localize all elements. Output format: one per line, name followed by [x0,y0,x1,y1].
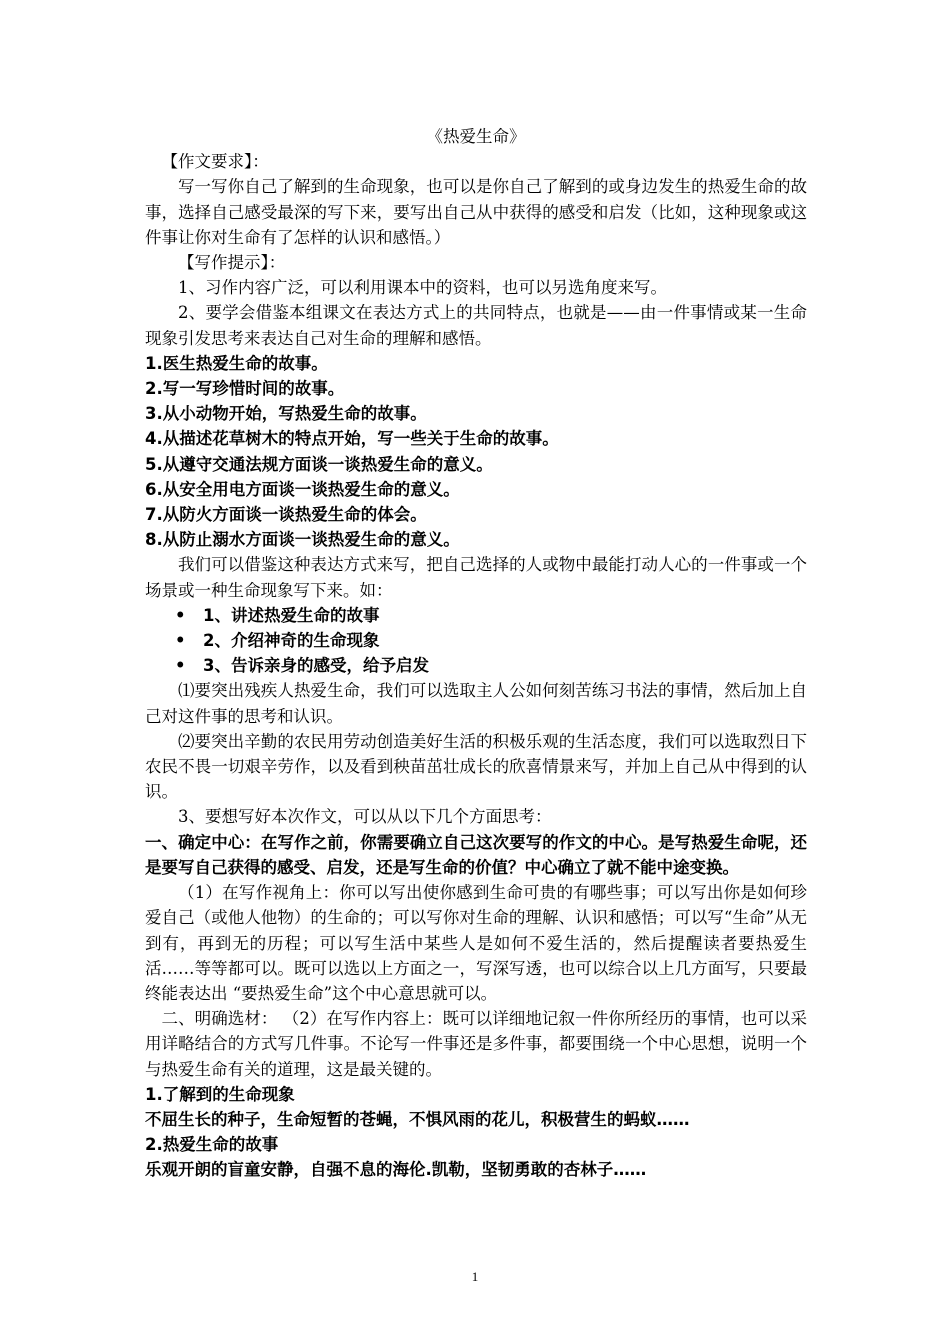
topic-item: 8.从防止溺水方面谈一谈热爱生命的意义。 [145,530,460,550]
tips-heading: 【写作提示】： [178,253,286,273]
bullet-glyph: • [175,631,186,651]
topic-item: 2.写一写珍惜时间的故事。 [145,379,345,399]
example-1: ⑴要突出残疾人热爱生命，我们可以选取主人公如何刻苦练习书法的事情，然后加上自己对这件事的思考和认识。 [145,681,807,726]
example-2: ⑵要突出辛勤的农民用劳动创造美好生活的积极乐观的生活态度，我们可以选取烈日下农民不畏一切艰辛劳作，以及看到秧苗茁壮成长的欣喜情景来写，并加上自己从中得到的认识。 [145,731,807,802]
bullet-item [145,628,807,653]
borrow-paragraph: 我们可以借鉴这种表达方式来写，把自己选择的人或物中最能打动人心的一件事或一个场景或一种生命现象写下来。如： [145,555,807,600]
tip-3: 3、要想写好本次作文，可以从以下几个方面思考： [178,807,552,827]
topic-item: 4.从描述花草树木的特点开始，写一些关于生命的故事。 [145,429,559,449]
page-number: 1 [471,1269,479,1284]
bullet-text: 3、告诉亲身的感受，给予启发 [203,656,429,676]
bullet-glyph: • [175,605,186,625]
tip-2: 2、要学会借鉴本组课文在表达方式上的共同特点，也就是——由一件事情或某一生命现象引发思考来表达自己对生命的理解和感悟。 [145,303,807,348]
topic-item: 6.从安全用电方面谈一谈热爱生命的意义。 [145,479,460,499]
tip-1: 1、习作内容广泛，可以利用课本中的资料，也可以另选角度来写。 [178,278,667,298]
material-2-title: 2.热爱生命的故事 [145,1135,279,1155]
topic-item: 5.从遵守交通法规方面谈一谈热爱生命的意义。 [145,454,493,474]
bullet-text: 2、介绍神奇的生命现象 [203,631,380,651]
section-1-heading: 一、确定中心：在写作之前，你需要确立自己这次要写的作文的中心。是写热爱生命呢，还是要写自己获得的感受、启发，还是写生命的价值？中心确立了就不能中途变换。 [145,832,807,877]
bullet-glyph: • [175,656,186,676]
topic-item: 3.从小动物开始，写热爱生命的故事。 [145,404,427,424]
bullet-item [145,653,807,678]
material-1-text: 不屈生长的种子，生命短暂的苍蝇，不惧风雨的花儿，积极营生的蚂蚁…… [145,1109,690,1129]
material-2-text: 乐观开朗的盲童安静，自强不息的海伦.凯勒，坚韧勇敢的杏林子…… [145,1160,647,1180]
material-1-title: 1.了解到的生命现象 [145,1084,295,1104]
section-1-detail: （1）在写作视角上：你可以写出使你感到生命可贵的有哪些事；可以写出你是如何珍爱自己（或他人他物）的生命的；可以写你对生命的理解、认识和感悟；可以写“生命”从无到有，再到无的历程；可以写生活中某些人是如何不爱生活的，然后提醒读者要热爱生活……等等都可以。既可以选以上方面之一，写深写透，也可以综合以上几方面写，只要最终能表达出 “要热爱生命”这个中心意思就可以。 [145,883,807,1003]
document-body [145,124,807,1183]
topic-item: 7.从防火方面谈一谈热爱生命的体会。 [145,505,427,525]
bullet-item [145,603,807,628]
section-2: 二、明确选材： （2）在写作内容上：既可以详细地记叙一件你所经历的事情，也可以采用详略结合的方式写几件事。不论写一件事还是多件事，都要围绕一个中心思想，说明一个与热爱生命有关的道理，这是最关键的。 [145,1009,807,1079]
requirements-text: 写一写你自己了解到的生命现象，也可以是你自己了解到的或身边发生的热爱生命的故事，选择自己感受最深的写下来，要写出自己从中获得的感受和启发（比如，这种现象或这件事让你对生命有了怎样的认识和感悟。） [145,177,807,247]
requirements-heading: 【作文要求】： [161,152,269,172]
bullet-text: 1、讲述热爱生命的故事 [203,605,380,625]
topic-item: 1.医生热爱生命的故事。 [145,353,328,373]
document-title: 《热爱生命》 [426,127,526,146]
